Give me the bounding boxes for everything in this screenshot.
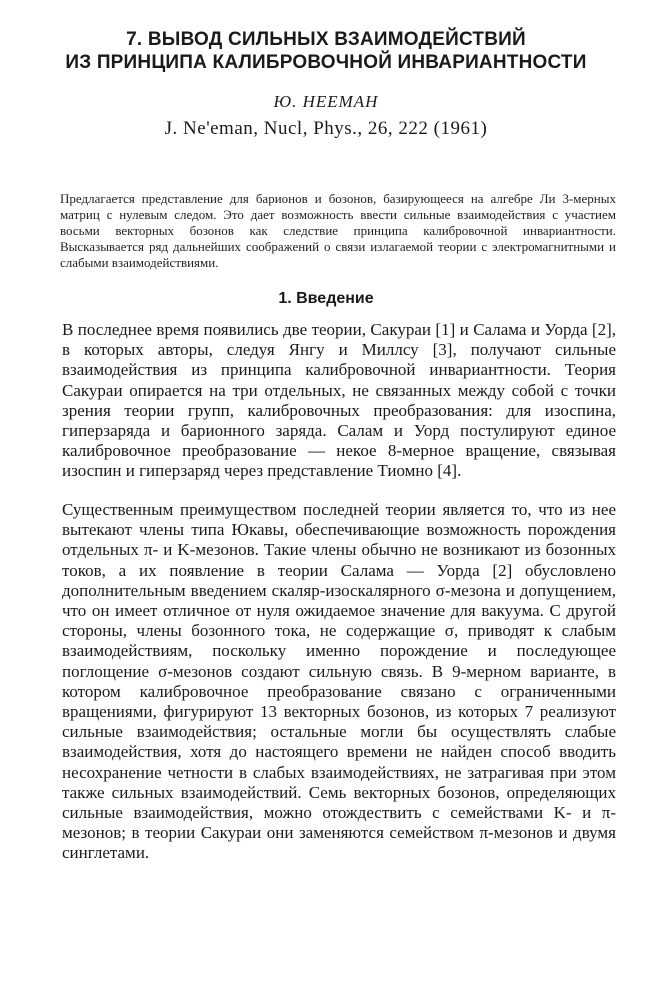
paper-title-line-2: ИЗ ПРИНЦИПА КАЛИБРОВОЧНОЙ ИНВАРИАНТНОСТИ	[65, 52, 587, 73]
paper-title-line-1: 7. ВЫВОД СИЛЬНЫХ ВЗАИМОДЕЙСТВИЙ	[126, 29, 526, 50]
body-paragraph-1: В последнее время появились две теории, Сакураи [1] и Салама и Уорда [2], в которых авторы, следуя Янгу и Миллсу [3], получают сильные взаимодействия из принципа калибровочной инвариантности. Теория Сакураи опирается на три отдельных, не связанных между собой с точки зрения теории групп, калибровочных преобразования: для изоспина, гиперзаряда и барионного заряда. Салам и Уорд постулируют единое калибровочное преобразование — некое 8-мерное вращение, связывая изоспин и гиперзаряд через представление Тиомно [4].	[62, 320, 616, 481]
body-paragraph-2: Существенным преимуществом последней теории является то, что из нее вытекают члены типа Юкавы, обеспечивающие возможность порождения отдельных π- и K-мезонов. Такие члены обычно не возникают из бозонных токов, а их появление в теории Салама — Уорда [2] обусловлено дополнительным введением скаляр-изоскалярного σ-мезона и допущением, что он имеет отличное от нуля ожидаемое значение для вакуума. С другой стороны, члены бозонного тока, не содержащие σ, приводят к слабым взаимодействиям, поскольку именно порождение и последующее поглощение σ-мезонов создают сильную связь. В 9-мерном варианте, в котором калибровочное преобразование связано с ограниченными вращениями, фигурируют 13 векторных бозонов, из которых 7 реализуют сильные взаимодействия; остальные могли бы осуществлять слабые взаимодействия, хотя до настоящего времени не найден способ вводить несохранение четности в слабых взаимодействиях, не затрагивая при этом также сильных взаимодействий. Семь векторных бозонов, определяющих сильные взаимодействия, можно отождествить с семействами K- и π-мезонов; в теории Сакураи они заменяются семейством π-мезонов и двумя синглетами.	[62, 500, 616, 863]
abstract: Предлагается представление для барионов и бозонов, базирующееся на алгебре Ли 3-мерных матриц с нулевым следом. Это дает возможность ввести сильные взаимодействия с участием восьми векторных бозонов как следствие принципа калибровочной инвариантности. Высказывается ряд дальнейших соображений о связи излагаемой теории с электромагнитными и слабыми взаимодействиями.	[60, 191, 616, 270]
author-name: Ю. НЕЕМАН	[273, 92, 379, 111]
section-heading: 1. Введение	[278, 290, 374, 307]
citation: J. Ne'eman, Nucl, Phys., 26, 222 (1961)	[164, 118, 488, 139]
